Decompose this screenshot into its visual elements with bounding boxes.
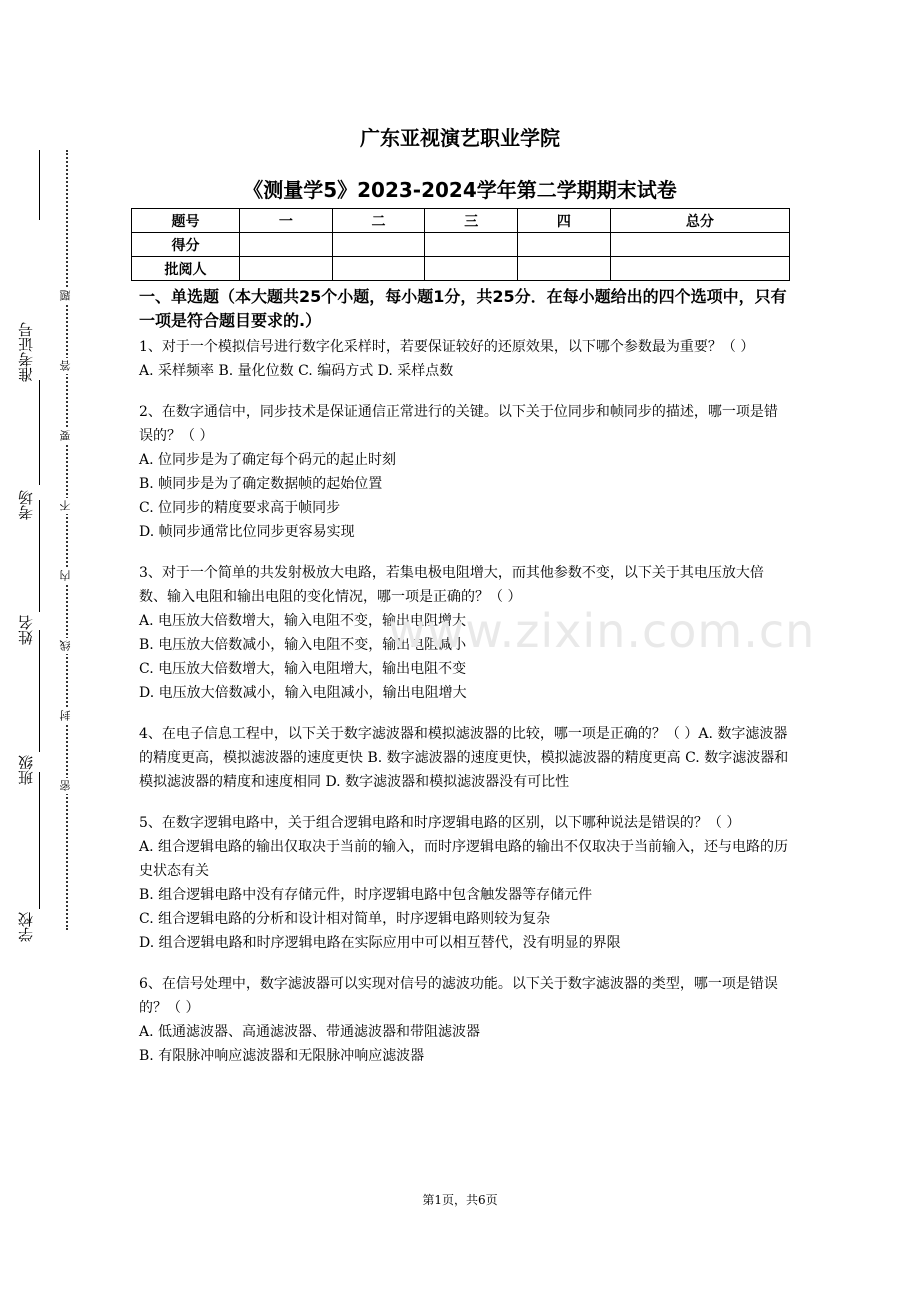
question-option: C. 组合逻辑电路的分析和设计相对简单，时序逻辑电路则较为复杂 xyxy=(139,911,551,927)
table-row xyxy=(132,233,790,257)
seal-char: 封 xyxy=(58,708,74,724)
question-6 xyxy=(139,972,791,1068)
question-option: A. 位同步是为了确定每个码元的起止时刻 xyxy=(139,452,397,468)
grader-cell xyxy=(425,257,518,281)
seal-char: 答 xyxy=(58,358,74,374)
field-label: 姓名 xyxy=(17,615,35,645)
question-option: D. 组合逻辑电路和时序逻辑电路在实际应用中可以相互替代，没有明显的界限 xyxy=(139,935,621,951)
question-option: B. 有限脉冲响应滤波器和无限脉冲响应滤波器 xyxy=(139,1048,425,1064)
question-2 xyxy=(139,400,791,544)
question-stem: 3、对于一个简单的共发射极放大电路，若集电极电阻增大，而其他参数不变，以下关于其电压放大倍数、输入电阻和输出电阻的变化情况，哪一项是正确的？（ ） xyxy=(139,565,764,605)
score-cell xyxy=(240,233,333,257)
seal-char: 内 xyxy=(58,568,74,584)
table-row xyxy=(132,209,790,233)
fill-line xyxy=(39,772,40,909)
section-title: 一、单选题（本大题共25个小题，每小题1分，共25分．在每小题给出的四个选项中，只有一项是符合题目要求的.） xyxy=(139,287,787,330)
table-cell: 批阅人 xyxy=(132,257,240,281)
question-option: C. 位同步的精度要求高于帧同步 xyxy=(139,500,341,516)
question-option: C. 电压放大倍数增大，输入电阻增大，输出电阻不变 xyxy=(139,661,467,677)
question-option: A. 低通滤波器、高通滤波器、带通滤波器和带阻滤波器 xyxy=(139,1024,481,1040)
question-option: A. 电压放大倍数增大，输入电阻不变，输出电阻增大 xyxy=(139,613,467,629)
grader-cell xyxy=(610,257,789,281)
page-footer: 第1页，共6页 xyxy=(422,1193,498,1207)
table-cell: 三 xyxy=(425,209,518,233)
table-cell: 二 xyxy=(332,209,425,233)
school-name: 广东亚视演艺职业学院 xyxy=(360,126,560,150)
field-label: 学校 xyxy=(17,912,35,942)
table-cell: 总分 xyxy=(610,209,789,233)
exam-title: 《测量学5》2023-2024学年第二学期期末试卷 xyxy=(243,178,677,202)
seal-char: 题 xyxy=(58,288,74,304)
question-content xyxy=(139,285,791,1085)
score-cell xyxy=(610,233,789,257)
fill-line xyxy=(39,380,40,485)
fill-line xyxy=(39,630,40,752)
grader-cell xyxy=(332,257,425,281)
field-label: 准考证号 xyxy=(17,322,35,382)
question-option: D. 帧同步通常比位同步更容易实现 xyxy=(139,524,355,540)
question-option: B. 组合逻辑电路中没有存储元件，时序逻辑电路中包含触发器等存储元件 xyxy=(139,887,593,903)
seal-char: 要 xyxy=(58,428,74,444)
grader-cell xyxy=(518,257,611,281)
question-stem: 4、在电子信息工程中，以下关于数字滤波器和模拟滤波器的比较，哪一项是正确的？（ ）A. 数字滤波器的精度更高，模拟滤波器的速度更快 B. 数字滤波器的速度更快，模拟滤波器的精度更高 C. 数字滤波器和模拟滤波器的精度和速度相同 D. 数字滤波器和模拟滤波器没有可比性 xyxy=(139,726,789,790)
question-stem: 5、在数字逻辑电路中，关于组合逻辑电路和时序逻辑电路的区别，以下哪种说法是错误的？（ ） xyxy=(139,815,741,831)
grader-cell xyxy=(240,257,333,281)
score-table xyxy=(131,208,790,281)
fill-line xyxy=(39,500,40,612)
seal-char: 密 xyxy=(58,778,74,794)
table-cell: 题号 xyxy=(132,209,240,233)
question-option: A. 组合逻辑电路的输出仅取决于当前的输入，而时序逻辑电路的输出不仅取决于当前输入，还与电路的历史状态有关 xyxy=(139,839,789,879)
binding-fields xyxy=(8,150,48,940)
question-option: B. 电压放大倍数减小，输入电阻不变，输出电阻减小 xyxy=(139,637,467,653)
table-cell: 四 xyxy=(518,209,611,233)
question-5 xyxy=(139,811,791,955)
score-cell xyxy=(425,233,518,257)
table-cell: 得分 xyxy=(132,233,240,257)
question-option: A. 采样频率 B. 量化位数 C. 编码方式 D. 采样点数 xyxy=(139,363,454,379)
seal-char: 线 xyxy=(58,638,74,654)
score-cell xyxy=(332,233,425,257)
score-cell xyxy=(518,233,611,257)
table-cell: 一 xyxy=(240,209,333,233)
watermark: www.zixin.com.cn xyxy=(388,604,816,658)
question-stem: 6、在信号处理中，数字滤波器可以实现对信号的滤波功能。以下关于数字滤波器的类型，哪一项是错误的？（ ） xyxy=(139,976,778,1016)
question-option: D. 电压放大倍数减小，输入电阻减小，输出电阻增大 xyxy=(139,685,467,701)
field-exam-number xyxy=(8,322,48,572)
question-4 xyxy=(139,722,791,794)
seal-char: 不 xyxy=(58,498,74,514)
field-label: 班级 xyxy=(17,755,35,785)
question-option: B. 帧同步是为了确定数据帧的起始位置 xyxy=(139,476,383,492)
question-1 xyxy=(139,335,791,383)
seal-dotted-line xyxy=(66,150,68,930)
field-label: 考场 xyxy=(17,490,35,520)
question-stem: 2、在数字通信中，同步技术是保证通信正常进行的关键。以下关于位同步和帧同步的描述，哪一项是错误的？（ ） xyxy=(139,404,778,444)
table-row xyxy=(132,257,790,281)
question-stem: 1、对于一个模拟信号进行数字化采样时，若要保证较好的还原效果，以下哪个参数最为重要？（ ） xyxy=(139,339,755,355)
